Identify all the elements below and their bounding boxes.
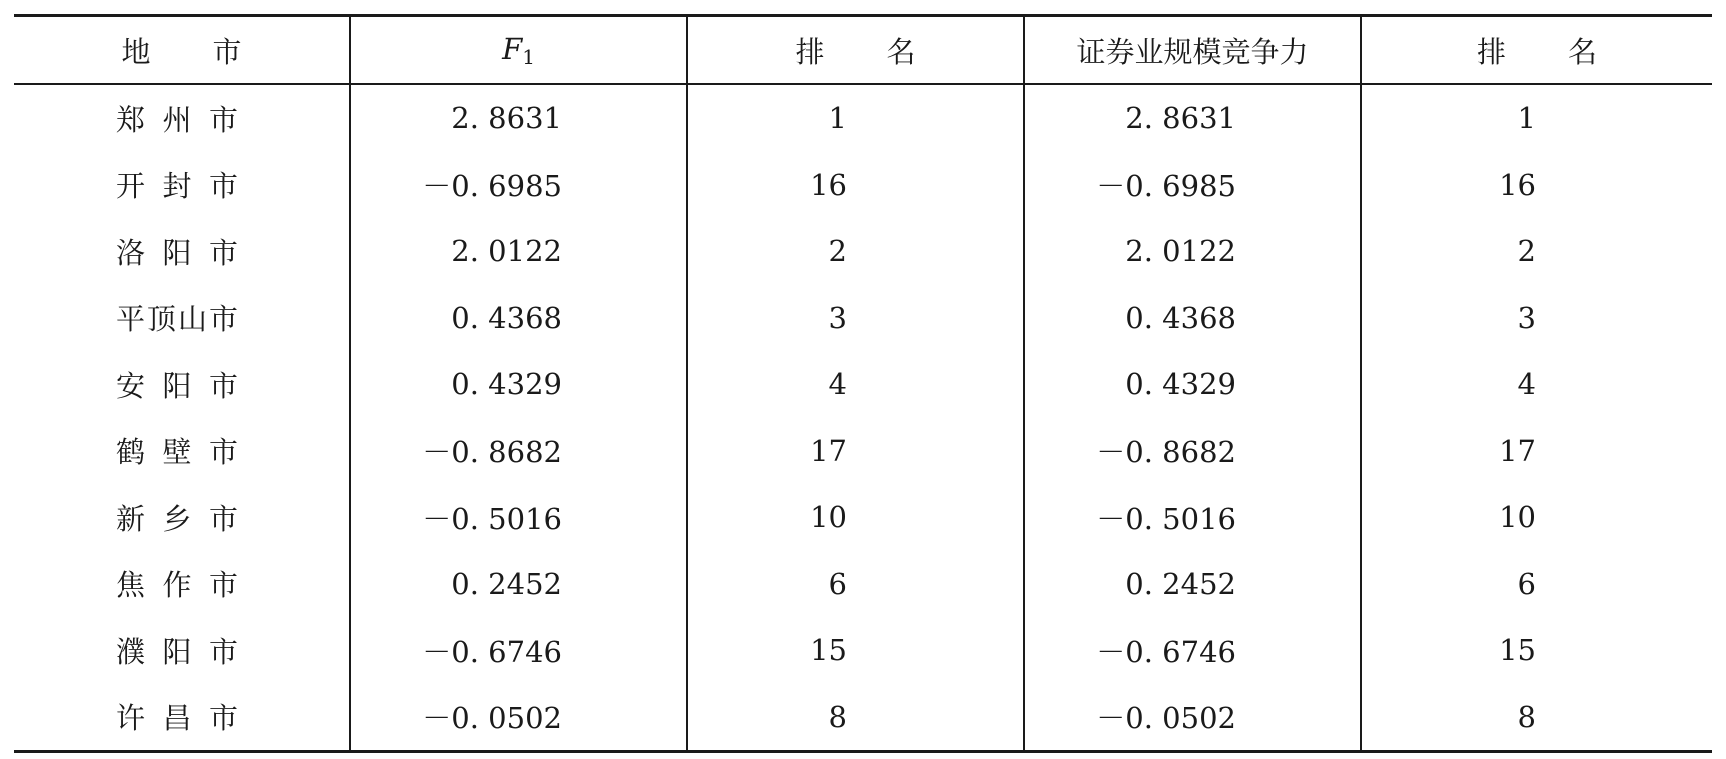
city-name: 鹤壁市 [116,435,238,470]
table-row [14,551,1712,618]
cell-rank-2: 2 [1361,218,1712,285]
cell-f1: 0. 4368 [350,285,687,352]
header-f1 [350,16,687,85]
cell-rank-1: 4 [687,351,1024,418]
table-row [14,218,1712,285]
table-row [14,418,1712,485]
header-row [14,16,1712,85]
cell-rank-2: 8 [1361,684,1712,752]
table-header [14,16,1712,85]
cell-scale: －0. 5016 [1024,484,1361,551]
cell-f1: －0. 5016 [350,484,687,551]
cell-rank-2: 16 [1361,152,1712,219]
cell-f1: －0. 6746 [350,617,687,684]
table-body [14,84,1712,752]
cell-f1: －0. 8682 [350,418,687,485]
table-row [14,617,1712,684]
cell-city [14,551,350,618]
header-city-label: 地 市 [121,34,242,69]
cell-scale: －0. 6746 [1024,617,1361,684]
city-name: 新乡市 [116,501,238,536]
cell-rank-2: 10 [1361,484,1712,551]
header-scale-label: 证券业规模竞争力 [1076,34,1309,69]
cell-city [14,617,350,684]
city-name: 郑州市 [116,102,238,137]
cell-city [14,218,350,285]
header-rank-2-label: 排 名 [1477,34,1597,69]
cell-city [14,484,350,551]
cell-scale: 0. 4329 [1024,351,1361,418]
cell-rank-2: 4 [1361,351,1712,418]
cell-rank-2: 3 [1361,285,1712,352]
cell-rank-1: 8 [687,684,1024,752]
table-row [14,351,1712,418]
cell-rank-1: 2 [687,218,1024,285]
city-name: 洛阳市 [116,235,238,270]
city-name: 安阳市 [116,368,238,403]
cell-scale: 2. 0122 [1024,218,1361,285]
table-row [14,152,1712,219]
header-scale-competitiveness [1024,16,1361,85]
cell-rank-2: 1 [1361,84,1712,152]
city-name: 许昌市 [116,701,238,736]
header-rank-1-label: 排 名 [795,34,916,69]
header-rank-1 [687,16,1024,85]
cell-rank-1: 10 [687,484,1024,551]
cell-rank-1: 15 [687,617,1024,684]
cell-scale: －0. 8682 [1024,418,1361,485]
competitiveness-table [14,14,1712,753]
cell-rank-1: 3 [687,285,1024,352]
header-f1-main: F [502,31,523,66]
table-row [14,684,1712,752]
cell-rank-1: 16 [687,152,1024,219]
cell-f1: 2. 0122 [350,218,687,285]
cell-rank-2: 17 [1361,418,1712,485]
cell-rank-2: 15 [1361,617,1712,684]
cell-scale: －0. 6985 [1024,152,1361,219]
cell-city [14,84,350,152]
city-name: 濮阳市 [116,634,238,669]
cell-city [14,285,350,352]
cell-f1: 0. 4329 [350,351,687,418]
cell-rank-1: 17 [687,418,1024,485]
cell-scale: 0. 4368 [1024,285,1361,352]
cell-scale: －0. 0502 [1024,684,1361,752]
cell-f1: 0. 2452 [350,551,687,618]
cell-rank-1: 1 [687,84,1024,152]
cell-f1: －0. 0502 [350,684,687,752]
cell-scale: 0. 2452 [1024,551,1361,618]
cell-rank-1: 6 [687,551,1024,618]
table-row [14,484,1712,551]
cell-city [14,152,350,219]
cell-scale: 2. 8631 [1024,84,1361,152]
header-f1-label [502,31,535,69]
header-city [14,16,350,85]
cell-f1: －0. 6985 [350,152,687,219]
data-table-container [14,14,1712,753]
table-row [14,285,1712,352]
city-name: 开封市 [116,169,238,204]
cell-city [14,418,350,485]
cell-rank-2: 6 [1361,551,1712,618]
header-f1-subscript: 1 [522,44,535,69]
cell-city [14,351,350,418]
header-rank-2 [1361,16,1712,85]
cell-city [14,684,350,752]
city-name: 平顶山市 [116,302,238,337]
city-name: 焦作市 [116,568,238,603]
table-row [14,84,1712,152]
cell-f1: 2. 8631 [350,84,687,152]
